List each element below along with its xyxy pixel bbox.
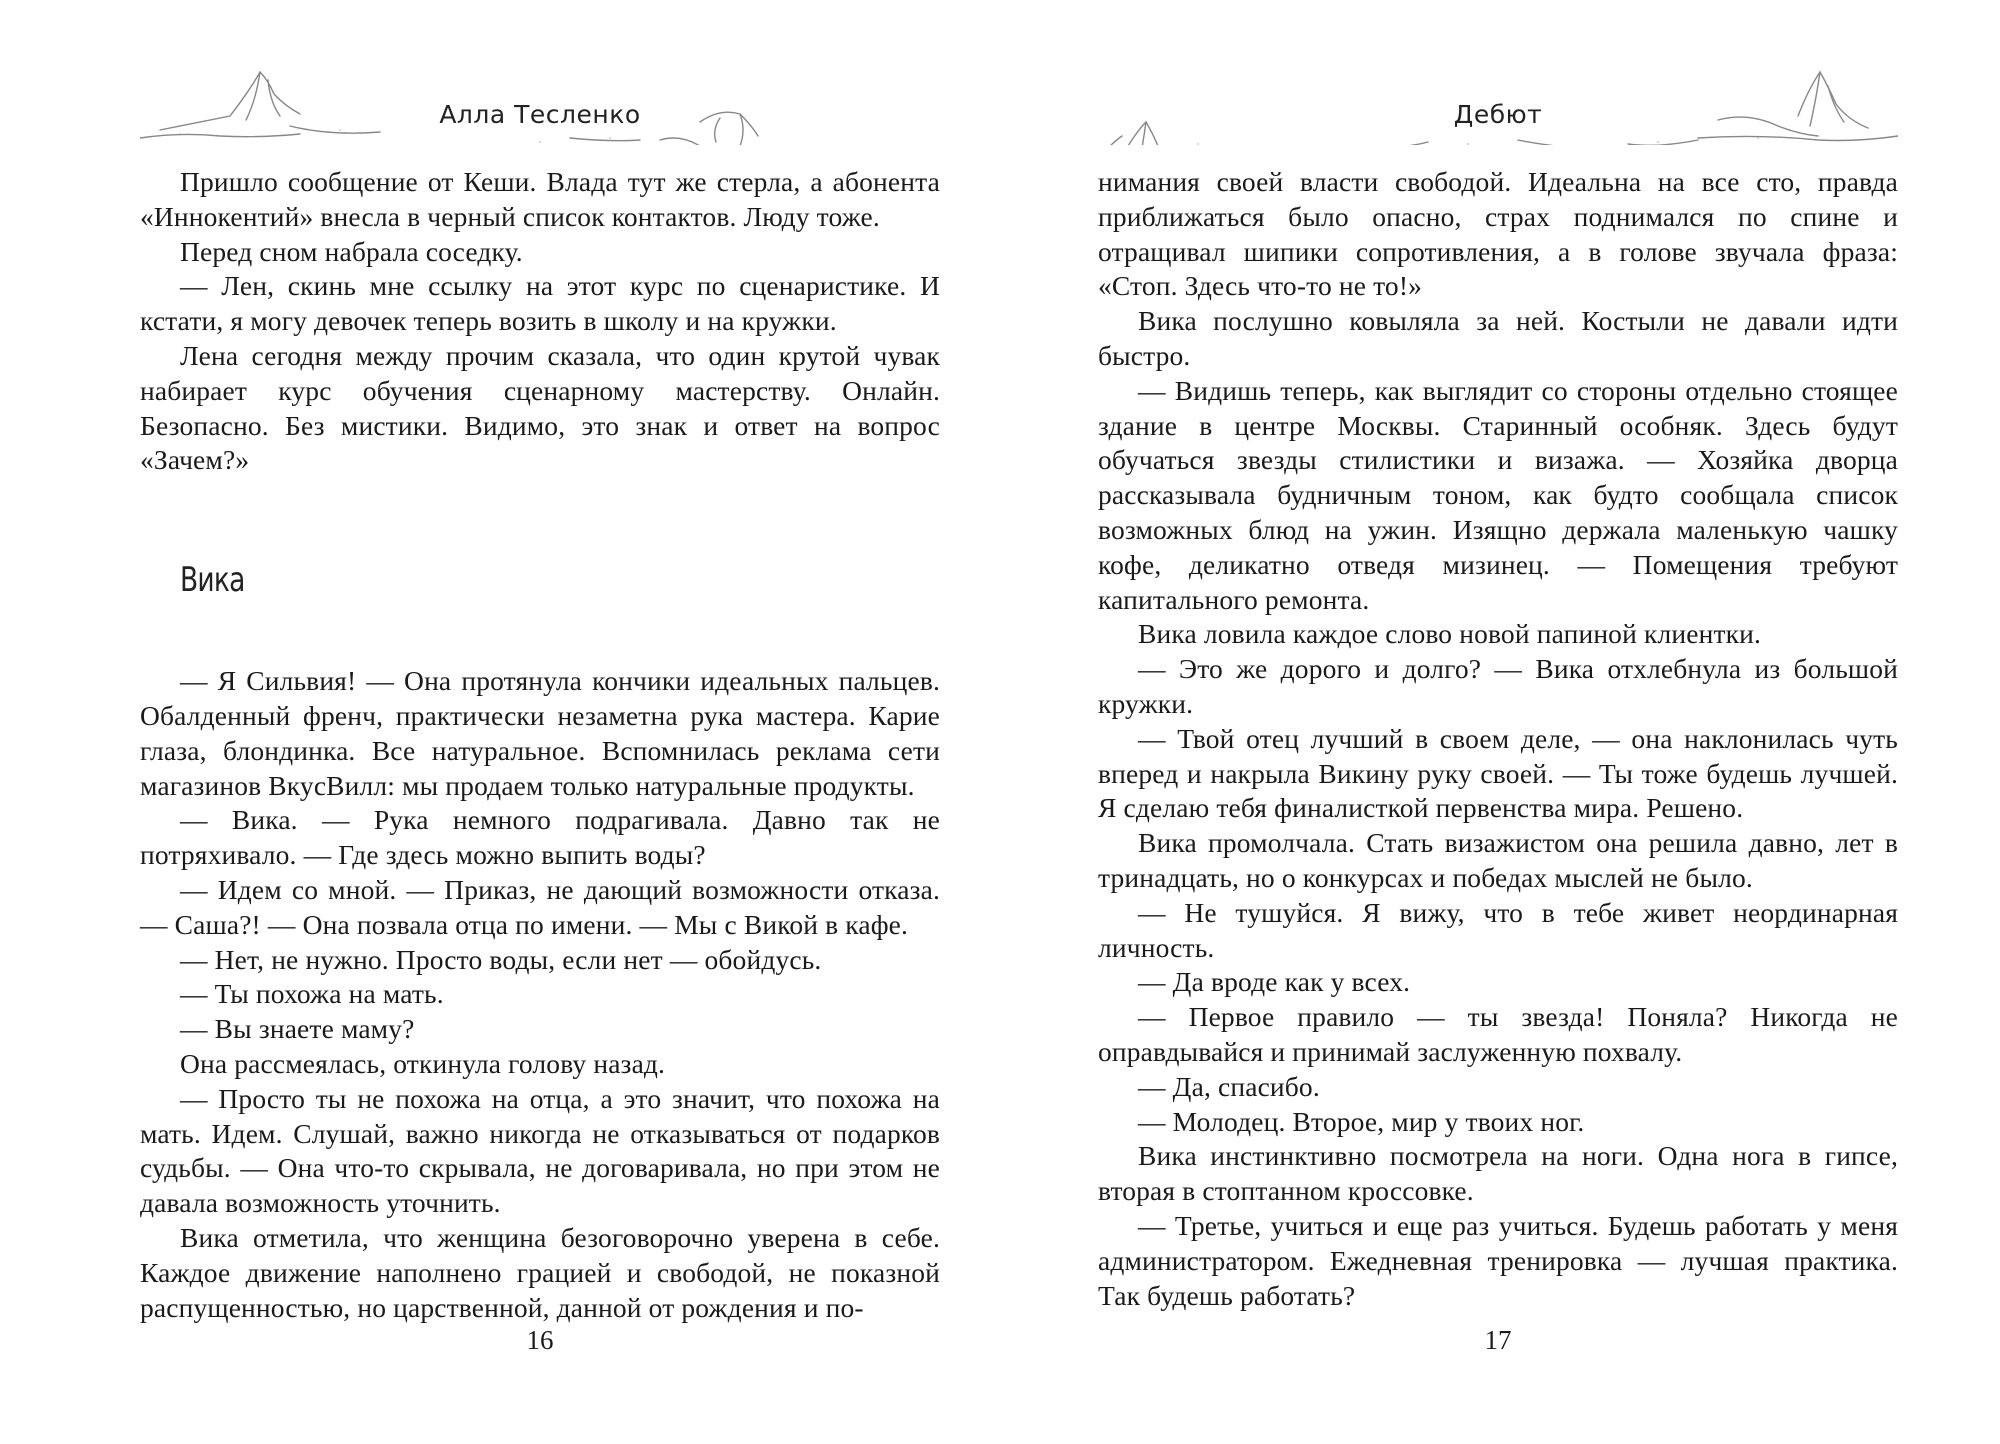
paragraph: — Третье, учиться и еще раз учиться. Будешь работать у меня администратором. Ежедневная тренировка — лучшая практика. Так будешь работать? (1098, 1209, 1898, 1311)
page-number: 17 (1484, 1325, 1512, 1355)
paragraph: — Видишь теперь, как выглядит со стороны отдельно стоящее здание в центре Москвы. Старинный особняк. Здесь будут обучаться звезды стилистики и визажа. — Хозяйка дворца рассказывала будничным тоном, как будто сообщала список возможных блюд на ужин. Изящно держала маленькую чашку кофе, деликатно отведя мизинец. — Помещения требуют капитального ремонта. (1098, 374, 1898, 615)
paragraph: — Идем со мной. — Приказ, не дающий возможности отказа. — Саша?! — Она позвала отца по имени. — Мы с Викой в кафе. (140, 873, 940, 940)
left-page-header-ornament (140, 50, 940, 145)
right-page (1098, 0, 1898, 1444)
paragraph: Вика промолчала. Стать визажистом она решила давно, лет в тринадцать, но о конкурсах и победах мыслей не было. (1098, 827, 1898, 893)
paragraph: — Нет, не нужно. Просто воды, если нет — обойдусь. (180, 943, 822, 975)
paragraph: Пришло сообщение от Кеши. Влада тут же стерла, а абонента «Иннокентий» внесла в черный список контактов. Люду тоже. (140, 166, 940, 232)
mountain-ornament-left (140, 50, 940, 145)
paragraph: — Это же дорого и долго? — Вика отхлебнула из большой кружки. (1098, 653, 1898, 719)
paragraph: Вика инстинктивно посмотрела на ноги. Одна нога в гипсе, вторая в стоптанном кроссовке. (1098, 1140, 1898, 1207)
right-page-body (1098, 165, 1898, 1313)
paragraph: Лена сегодня между прочим сказала, что один крутой чувак набирает курс обучения сценарному мастерству. Онлайн. Безопасно. Без мистики. Видимо, это знак и ответ на вопрос «Зачем?» (140, 339, 940, 476)
paragraph: — Первое правило — ты звезда! Поняла? Никогда не оправдывайся и принимай заслуженную похвалу. (1098, 1001, 1898, 1067)
left-page (140, 0, 940, 1444)
left-page-body (140, 165, 940, 1325)
paragraph: — Ты похожа на мать. (180, 978, 444, 1010)
paragraph-continuation: нимания своей власти свободой. Идеальна на все сто, правда приближаться было опасно, страх поднимался по спине и отращивал шипики сопротивления, а в голове звучала фраза: «Стоп. Здесь что-то не то!» (1098, 166, 1898, 302)
chapter-title: Вика (180, 560, 245, 601)
mountain-ornament-right (1098, 50, 1898, 145)
paragraph: — Вы знаете маму? (180, 1013, 415, 1045)
running-head-title: Дебют (1453, 100, 1543, 129)
paragraph: Перед сном набрала соседку. (180, 235, 523, 267)
paragraph: — Просто ты не похожа на отца, а это значит, что похожа на мать. Идем. Слушай, важно никогда не отказываться от подарков судьбы. — Она что-то скрывала, не договаривала, но при этом не давала возможность уточнить. (140, 1082, 940, 1219)
paragraph: — Да вроде как у всех. (1138, 966, 1411, 998)
right-page-header-ornament (1098, 50, 1898, 145)
paragraph: Вика отметила, что женщина безоговорочно уверена в себе. Каждое движение наполнено грацией и свободой, не показной распущенностью, но царственной, данной от рождения и по- (140, 1221, 940, 1323)
paragraph: — Лен, скинь мне ссылку на этот курс по сценаристике. И кстати, я могу девочек теперь возить в школу и на кружки. (140, 270, 940, 337)
page-number: 16 (526, 1325, 554, 1355)
paragraph: — Да, спасибо. (1138, 1070, 1320, 1102)
paragraph: — Молодец. Второе, мир у твоих ног. (1138, 1105, 1585, 1137)
paragraph: — Я Сильвия! — Она протянула кончики идеальных пальцев. Обалденный френч, практически незаметна рука мастера. Карие глаза, блондинка. Все натуральное. Вспомнилась реклама сети магазинов ВкусВилл: мы продаем только натуральные продукты. (140, 665, 940, 801)
paragraph: Вика ловила каждое слово новой папиной клиентки. (1138, 618, 1762, 650)
paragraph: — Вика. — Рука немного подрагивала. Давно так не потряхивало. — Где здесь можно выпить воды? (140, 804, 940, 871)
paragraph: — Не тушуйся. Я вижу, что в тебе живет неординарная личность. (1098, 896, 1898, 963)
paragraph: Вика послушно ковыляла за ней. Костыли не давали идти быстро. (1098, 305, 1898, 371)
running-head-author: Алла Тесленко (439, 100, 641, 129)
paragraph: — Твой отец лучший в своем деле, — она наклонилась чуть вперед и накрыла Викину руку своей. — Ты тоже будешь лучшей. Я сделаю тебя финалисткой первенства мира. Решено. (1098, 722, 1898, 824)
paragraph: Она рассмеялась, откинула голову назад. (180, 1047, 666, 1079)
